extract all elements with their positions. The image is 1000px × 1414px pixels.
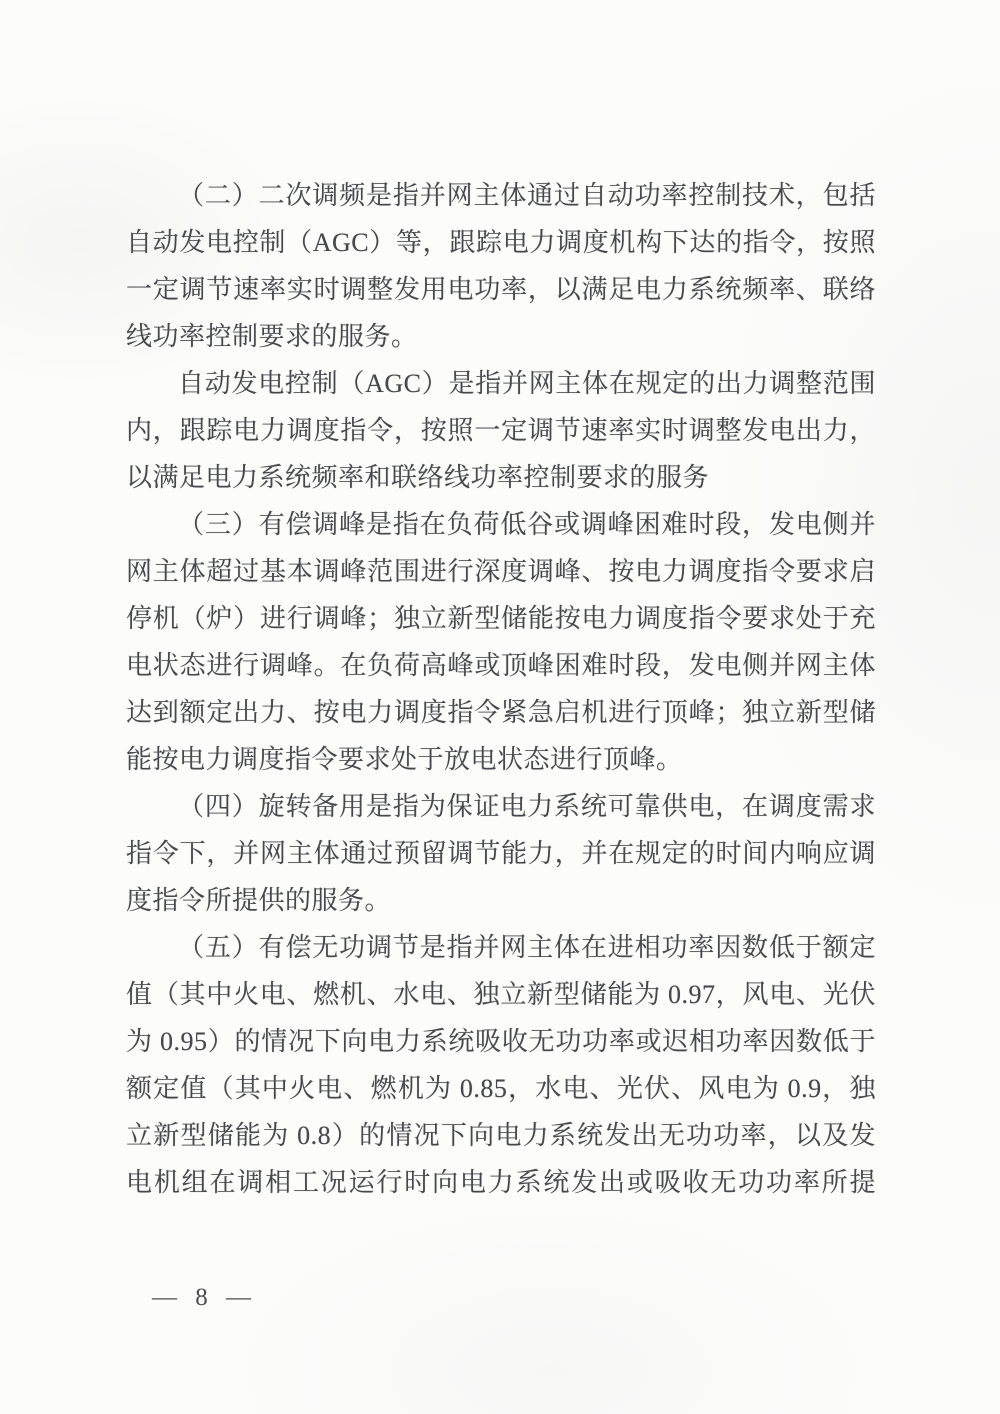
text-line: 立新型储能为 0.8）的情况下向电力系统发出无功功率，以及发 xyxy=(126,1121,876,1150)
text-line: 自动发电控制（AGC）等，跟踪电力调度机构下达的指令，按照 xyxy=(126,228,876,257)
text-line: 以满足电力系统频率和联络线功率控制要求的服务 xyxy=(126,463,710,492)
text-line: 为 0.95）的情况下向电力系统吸收无功功率或迟相功率因数低于 xyxy=(126,1027,876,1056)
text-line: 值（其中火电、燃机、水电、独立新型储能为 0.97，风电、光伏 xyxy=(126,980,876,1009)
page-number: — 8 — xyxy=(152,1284,257,1311)
text-line: 一定调节速率实时调整发用电功率，以满足电力系统频率、联络 xyxy=(126,275,876,304)
text-line: 内，跟踪电力调度指令，按照一定调节速率实时调整发电出力， xyxy=(126,416,876,445)
text-line: 达到额定出力、按电力调度指令紧急启机进行顶峰；独立新型储 xyxy=(126,698,876,727)
text-line: 指令下，并网主体通过预留调节能力，并在规定的时间内响应调 xyxy=(126,839,876,868)
text-line: 额定值（其中火电、燃机为 0.85，水电、光伏、风电为 0.9，独 xyxy=(126,1074,876,1103)
text-line: 停机（炉）进行调峰；独立新型储能按电力调度指令要求处于充 xyxy=(126,604,876,633)
text-line: 线功率控制要求的服务。 xyxy=(126,322,418,351)
text-line: 自动发电控制（AGC）是指并网主体在规定的出力调整范围 xyxy=(178,369,876,398)
text-line: （二）二次调频是指并网主体通过自动功率控制技术，包括 xyxy=(178,181,876,210)
text-block xyxy=(126,172,876,1206)
text-line: 电机组在调相工况运行时向电力系统发出或吸收无功功率所提 xyxy=(126,1168,876,1197)
text-line: 能按电力调度指令要求处于放电状态进行顶峰。 xyxy=(126,745,683,774)
text-line: 电状态进行调峰。在负荷高峰或顶峰困难时段，发电侧并网主体 xyxy=(126,651,876,680)
text-line: （三）有偿调峰是指在负荷低谷或调峰困难时段，发电侧并 xyxy=(178,510,876,539)
text-line: 度指令所提供的服务。 xyxy=(126,886,392,915)
text-line: 网主体超过基本调峰范围进行深度调峰、按电力调度指令要求启 xyxy=(126,557,876,586)
text-line: （四）旋转备用是指为保证电力系统可靠供电，在调度需求 xyxy=(178,792,876,821)
text-line: （五）有偿无功调节是指并网主体在进相功率因数低于额定 xyxy=(178,933,876,962)
